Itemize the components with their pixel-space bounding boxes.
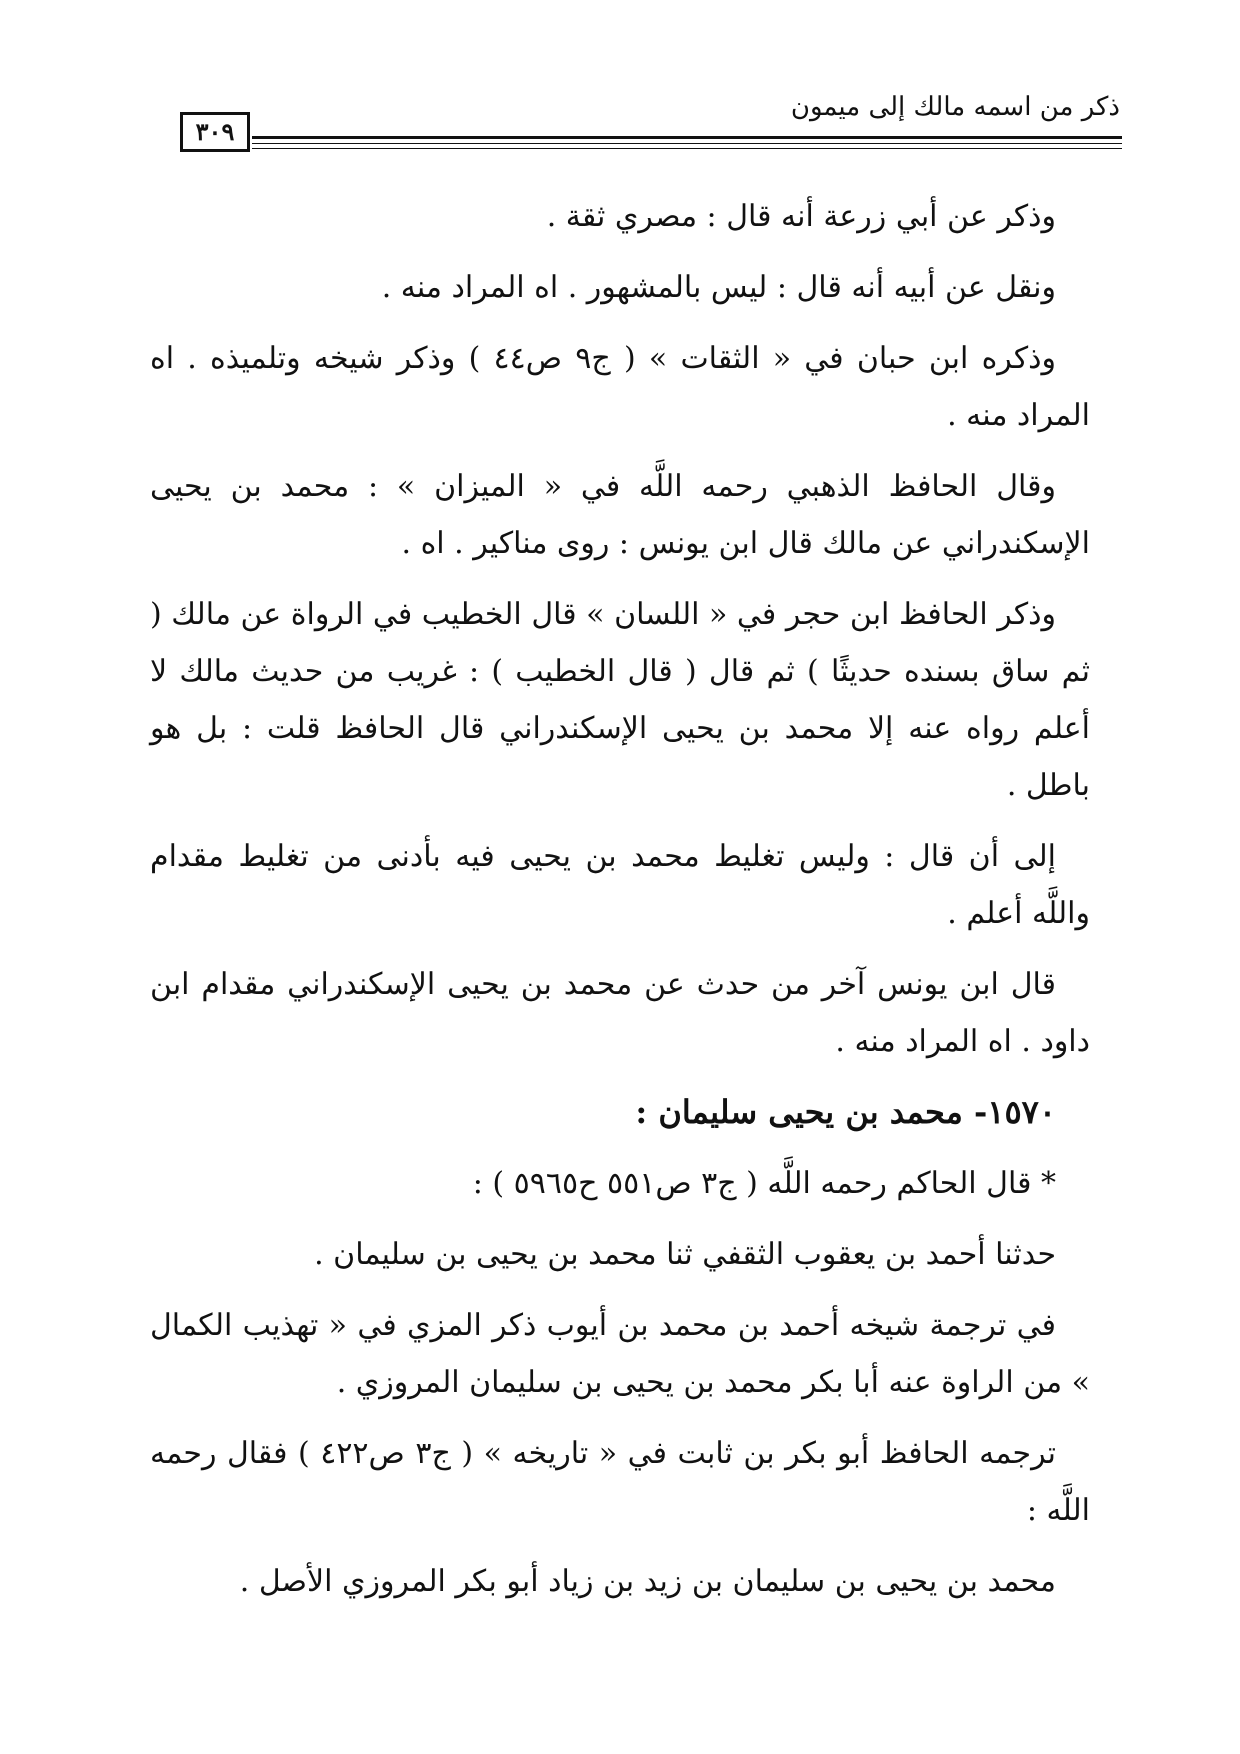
page-number: ٣٠٩ [180,112,250,152]
paragraph: قال ابن يونس آخر من حدث عن محمد بن يحيى الإسكندراني مقدام ابن داود . اه المراد منه . [150,967,1090,1059]
paragraph: إلى أن قال : وليس تغليط محمد بن يحيى فيه بأدنى من تغليط مقدام واللَّه أعلم . [150,839,1090,931]
paragraph: وذكر عن أبي زرعة أنه قال : مصري ثقة . [546,199,1056,234]
paragraph: ترجمه الحافظ أبو بكر بن ثابت في « تاريخه » ( ج٣ ص٤٢٢ ) فقال رحمه اللَّه : [150,1436,1090,1528]
paragraph: ونقل عن أبيه أنه قال : ليس بالمشهور . اه المراد منه . [381,270,1056,305]
paragraph: محمد بن يحيى بن سليمان بن زيد بن زياد أبو بكر المروزي الأصل . [239,1564,1056,1599]
header-rule-thin [252,143,1122,144]
header-rule-thick [252,136,1122,139]
paragraph: * قال الحاكم رحمه اللَّه ( ج٣ ص٥٥١ ح٥٩٦٥ ) : [472,1166,1056,1201]
paragraph: وذكره ابن حبان في « الثقات » ( ج٩ ص٤٤ ) وذكر شيخه وتلميذه . اه المراد منه . [150,341,1090,433]
running-header [0,92,1240,162]
paragraph: وقال الحافظ الذهبي رحمه اللَّه في « الميزان » : محمد بن يحيى الإسكندراني عن مالك قال ابن يونس : روى مناكير . اه . [150,469,1090,561]
header-title: ذكر من اسمه مالك إلى ميمون [790,92,1120,122]
paragraph: حدثنا أحمد بن يعقوب الثقفي ثنا محمد بن يحيى بن سليمان . [314,1237,1056,1272]
header-rule-thin-2 [252,148,1122,149]
paragraph: في ترجمة شيخه أحمد بن محمد بن أيوب ذكر المزي في « تهذيب الكمال » من الراوة عنه أبا بكر محمد بن يحيى بن سليمان المروزي . [150,1308,1090,1400]
paragraph: وذكر الحافظ ابن حجر في « اللسان » قال الخطيب في الرواة عن مالك ( ثم ساق بسنده حديثًا ) ثم قال ( قال الخطيب ) : غريب من حديث مالك لا أعلم رواه عنه إلا محمد بن يحيى الإسكندراني قال الحافظ قلت : بل هو باطل . [150,597,1090,803]
entry-heading: ١٥٧٠- محمد بن يحيى سليمان : [635,1093,1056,1131]
body-text [150,188,1090,1624]
